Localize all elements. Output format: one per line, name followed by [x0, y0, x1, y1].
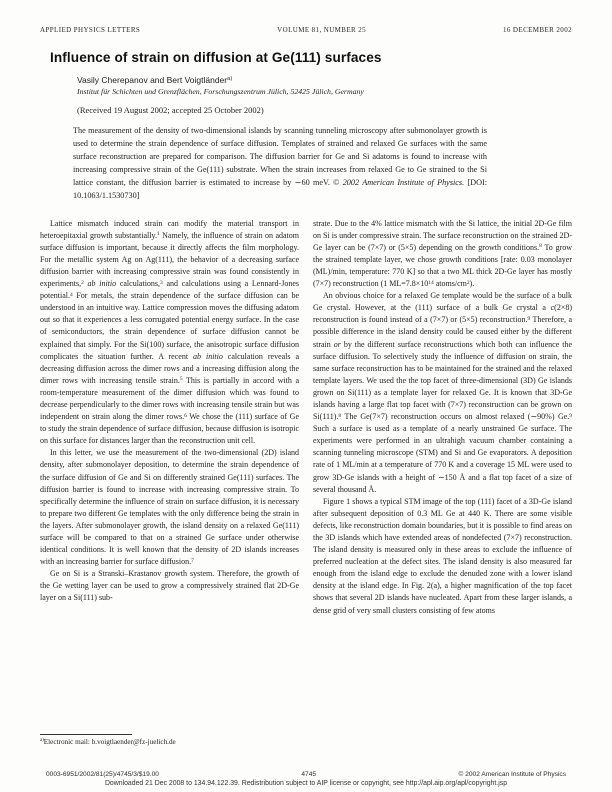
text-run: Ge on Si is a Stranski–Krastanov growth system. Therefore, the growth of the Ge wetting layer can be used to grow a compressively strained flat 2D-Ge layer on a Si(111) sub- [40, 569, 299, 603]
text-run: by the different surface reconstructions which both can influence the surface diffusion. To selectively study the influence of diffusion on strain, the same surface reconstruction has to be maintained for the strained and the relaxed template layers. We used the the top facet of three-dimensional (3D) Ge islands grown on Si(111) as a template layer for relaxed Ge. It is known that 3D-Ge islands having a large flat top facet with (7×7) reconstruction can be grown on Si(111). [313, 339, 572, 422]
authors-line [77, 75, 572, 85]
text-run: atoms/cm [433, 279, 467, 289]
footer-copyright: © 2002 American Institute of Physics [458, 771, 566, 778]
text-run: Therefore, a possible difference in the island density could be caused either by the different strain [313, 315, 572, 349]
journal-name: APPLIED PHYSICS LETTERS [40, 26, 141, 34]
superscript-run: 8 [539, 243, 542, 250]
author-names: Vasily Cherepanov and Bert Voigtländer [77, 75, 228, 85]
text-run: Namely, the influence of strain on adatom surface diffusion is important, because it directly affects the film morphology. For the metallic system Ag on Ag(111), the behavior of a decreasing surface diffusion barrier with increasing compressive strain was found consistently in experiments, [40, 230, 299, 289]
italic-run: ab initio [193, 351, 223, 361]
text-run: ). [469, 279, 475, 289]
download-notice: Downloaded 21 Dec 2008 to 134.94.122.39. Redistribution subject to AIP license or copyright, see http://apl.aip.org/apl/copyright.jsp [104, 780, 508, 787]
column-left-text [40, 218, 299, 605]
text-run: [DOI: 10.1063/1.1530730] [73, 178, 487, 201]
text-run: We chose the (111) surface of Ge to study the strain dependence of surface diffusion, because diffusion is isotropic on this surface for distances larger than the reconstruction unit cell. [40, 412, 299, 446]
text-run: This is partially in accord with a room-temperature measurement of the dimer diffusion which was found to decrease perpendicularly to the dimer rows with increasing tensile strain but was independent on strain along the dimer rows. [40, 375, 299, 422]
paper-title: Influence of strain on diffusion at Ge(111) surfaces [50, 50, 382, 65]
paragraph [313, 290, 572, 496]
superscript-run: 7 [191, 557, 194, 564]
text-run: strate. Due to the 4% lattice mismatch with the Si lattice, the initial 2D-Ge film on Si is under compressive strain. The surface reconstruction on the strained 2D-Ge layer can be (7×7) or (5×5) depending on the growth conditions. [313, 218, 572, 252]
affiliation: Institut für Schichten und Grenzflächen, Forschungszentrum Jülich, 52425 Jülich, Germany [77, 87, 364, 96]
superscript-run: 2 [81, 279, 84, 286]
superscript-run: 6 [184, 412, 187, 419]
text-run: (2×8) reconstruction is found instead of a (7×7) or (5×5) reconstruction. [313, 303, 572, 325]
italic-run: c [550, 303, 555, 313]
superscript-run: 1 [156, 231, 160, 238]
text-run: The measurement of the density of two-dimensional islands by scanning tunneling microscopy after submonolayer growth is used to determine the strain dependence of surface diffusion. Templates of strained and relaxed Ge surfaces with the same surface reconstruction are prepared for comparison. The diffusion barrier for Ge and Si adatoms is found to increase with increasing compressive strain of the Ge(111) substrate. When the strain increases from relaxed Ge to Ge strained to the Si lattice constant, the diffusion barrier is estimated to increase by ∼60 meV. © [73, 126, 487, 188]
paragraph [313, 218, 572, 291]
column-left [40, 218, 299, 748]
journal-header [40, 26, 572, 34]
footnote-text: Electronic mail: b.voigtlaender@fz-juelich.de [43, 737, 176, 746]
footnote-mark: a) [40, 738, 44, 744]
italic-run: ab initio [87, 279, 117, 289]
paragraph [313, 496, 572, 617]
text-run: To grow the strained template layer, we chose growth conditions [rate: 0.03 monolayer (ML)/min, temperature: 770 K] so that a two ML thick 2D-Ge layer has mostly (7×7) reconstruction (1 ML=7.8×10 [313, 242, 572, 289]
footnote [40, 734, 299, 748]
body-columns [40, 218, 572, 748]
text-run: and calculations using a Lennard-Jones potential. [40, 279, 299, 301]
text-run: Lattice mismatch induced strain can modify the material transport in heteroepitaxial growth substantially. [40, 218, 299, 240]
superscript-run: 9 [569, 412, 572, 419]
text-run: Such a surface is used as a template of a nearly unstrained Ge surface. The experiments were performed in an ultrahigh vacuum chamber containing a scanning tunneling microscope (STM) and Si and Ge evaporators. A deposition rate of 1 ML/min at a temperature of 770 K and a coverage 15 ML were used to grow 3D-Ge islands with a height of ∼150 Å and a flat top facet of a size of several thousand Å. [313, 424, 572, 494]
superscript-run: 8 [338, 412, 342, 419]
paragraph [40, 447, 299, 568]
italic-run: or [333, 339, 341, 349]
text-run: The Ge(7×7) reconstruction occurs on almost relaxed (∼90%) Ge. [341, 412, 570, 422]
received-line: (Received 19 August 2002; accepted 25 October 2002) [77, 105, 264, 115]
page-number: 4745 [301, 771, 317, 778]
column-right [313, 218, 572, 748]
text-run: An obvious choice for a relaxed Ge template would be the surface of a bulk Ge crystal. However, at the (111) surface of a bulk Ge crystal a [313, 291, 572, 313]
paragraph [40, 568, 299, 604]
issue-date: 16 DECEMBER 2002 [502, 26, 572, 34]
italic-run: 2002 American Institute of Physics. [342, 178, 465, 188]
superscript-run: 3 [160, 279, 163, 286]
abstract [73, 124, 487, 203]
footnote-rule [40, 734, 132, 735]
text-run: For metals, the strain dependence of the surface diffusion can be understood in an intuitive way. Lattice compression moves the diffusing adatom out so that it experiences a less corrugated potential energy surface. In the case of semiconductors, the strain dependence of surface diffusion cannot be explained that simply. For the Si(100) surface, the anisotropic surface diffusion complicates the situation further. A recent [40, 291, 299, 361]
footnote-line [40, 738, 299, 746]
superscript-run: 5 [179, 376, 183, 383]
paragraph [40, 218, 299, 448]
footer-issn-code: 0003-6951/2002/81(25)/4745/3/$19.00 [46, 771, 159, 778]
superscript-run: 9 [527, 315, 531, 322]
text-run: Figure 1 shows a typical STM image of the top (111) facet of a 3D-Ge island after subsequent deposition of 0.3 ML Ge at 440 K. There are some visible defects, like reconstruction domain boundaries, but it is possible to find areas on the 3D islands which have extended areas of nondefected (7×7) reconstruction. The island density is measured only in these areas to exclude the influence of preferred nucleation at the defect sites. The island density is also measured far enough from the island edge to exclude the denuded zone with a lower island density at the island edge. In Fig. 2(a), a higher magnification of the top facet shows that several 2D islands have nucleated. Apart from these larger islands, a dense grid of very small clusters consisting of few atoms [313, 496, 572, 615]
text-run: calculation reveals a decreasing diffusion across the dimer rows and a increasing diffusion along the dimer rows with increasing tensile strain. [40, 351, 299, 385]
text-run: In this letter, we use the measurement of the two-dimensional (2D) island density, after submonolayer deposition, to determine the strain dependence of the surface diffusion of Ge and Si on differently strained Ge(111) surfaces. The diffusion barrier is found to increase with increasing compressive strain. To specifically determine the influence of strain on surface diffusion, it is necessary to prepare two different Ge templates with the only difference being the strain in the layers. After submonolayer growth, the island density on a relaxed Ge(111) surface will be compared to that on a strained Ge surface under otherwise identical conditions. It is well known that the density of 2D islands increases with an increasing barrier for surface diffusion. [40, 448, 299, 567]
text-run: calculations, [116, 279, 161, 289]
column-right-text [313, 218, 572, 617]
author-note-mark: a) [227, 76, 233, 83]
superscript-run: 14 [428, 279, 434, 286]
page-footer [40, 771, 572, 787]
superscript-run: 2 [466, 279, 470, 286]
footer-row [40, 771, 572, 778]
volume-info: VOLUME 81, NUMBER 25 [277, 26, 367, 34]
superscript-run: 4 [70, 291, 73, 298]
